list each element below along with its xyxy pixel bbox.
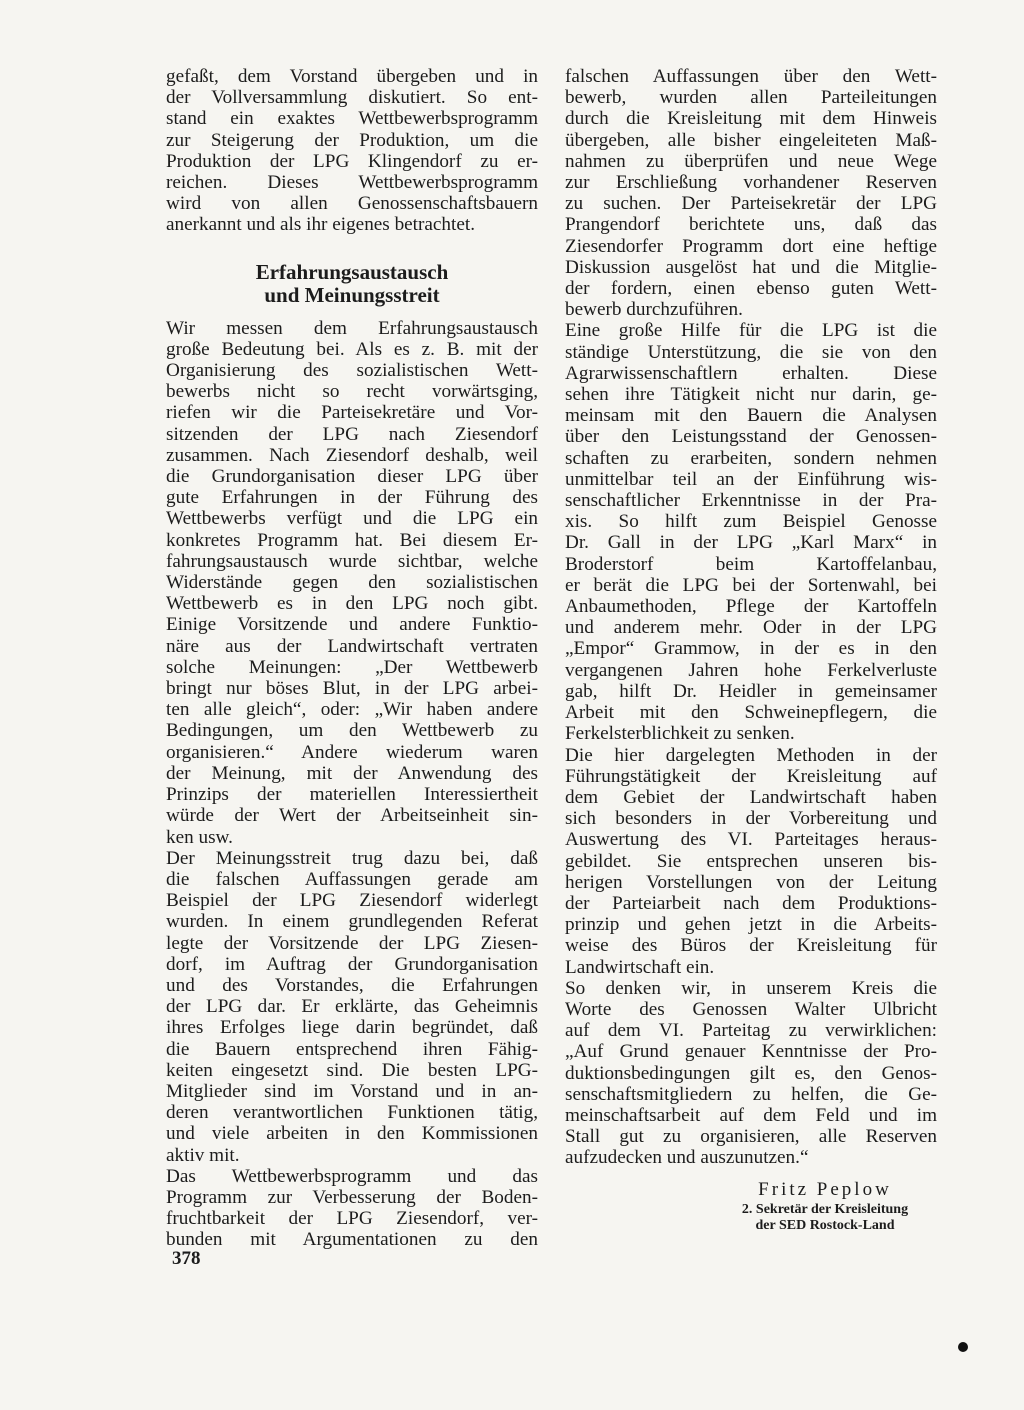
text-line: Bedingungen, um den Wettbewerb zu — [166, 720, 538, 742]
text-line: aktiv mit. — [166, 1144, 240, 1166]
text-line: Wettbewerb es in den LPG noch gibt. — [166, 593, 538, 615]
text-line: und viele arbeiten in den Kommissionen — [166, 1123, 538, 1145]
text-line: Produktion der LPG Klingendorf zu er- — [166, 150, 538, 172]
text-line: konkretes Programm hat. Bei diesem Er- — [166, 529, 538, 551]
text-line: Arbeit mit den Schweinepflegern, die — [565, 702, 937, 724]
text-line: Organisierung des sozialistischen Wett- — [166, 360, 538, 382]
text-line: sehen ihre Tätigkeit nicht nur darin, ge- — [565, 384, 937, 406]
text-line: aufzudecken und auszunutzen.“ — [565, 1147, 809, 1169]
text-line: Führungstätigkeit der Kreisleitung auf — [565, 765, 937, 787]
text-line: falschen Auffassungen über den Wett- — [565, 66, 937, 87]
text-line: die Bauern entsprechend ihren Fähig- — [166, 1038, 538, 1060]
text-line: keiten eingesetzt sind. Die besten LPG- — [166, 1059, 538, 1081]
text-line: gab, hilft Dr. Heidler in gemeinsamer — [565, 680, 937, 702]
text-line: und des Vorstandes, die Erfahrungen — [166, 974, 538, 996]
text-line: bunden mit Argumentationen zu den — [166, 1229, 538, 1251]
text-line: herigen Vorstellungen von der Leitung — [565, 871, 937, 893]
text-line: sitzenden der LPG nach Ziesendorf — [166, 423, 538, 445]
text-line: der Parteiarbeit nach dem Produktions- — [565, 892, 937, 914]
text-line: Programm zur Verbesserung der Boden- — [166, 1186, 538, 1208]
text-line: bewerb, wurden allen Parteileitungen — [565, 87, 937, 109]
author-role: 2. Sekretär der Kreisleitung — [741, 1202, 909, 1217]
text-line: gute Erfahrungen in der Führung des — [166, 487, 538, 509]
text-line: Einige Vorsitzende und andere Funktio- — [166, 614, 538, 636]
text-line: würde der Wert der Arbeitseinheit sin- — [166, 805, 538, 827]
text-line: über den Leistungsstand der Genossen- — [565, 426, 937, 448]
text-line: ihres Erfolges liege darin begründet, daß — [166, 1017, 538, 1039]
text-line: Broderstorf beim Kartoffelanbau, — [565, 553, 937, 575]
text-line: „Empor“ Grammow, in der es in den — [565, 638, 937, 660]
paragraph — [166, 318, 538, 848]
page-number: 378 — [172, 1248, 201, 1269]
text-line: duktionsbedingungen gilt es, den Genos- — [565, 1062, 937, 1084]
text-line: prinzip und gehen jetzt in die Arbeits- — [565, 914, 937, 936]
text-line: legte der Vorsitzende der LPG Ziesen- — [166, 932, 538, 954]
text-line: zur Erschließung vorhandener Reserven — [565, 172, 937, 194]
text-line: auf dem VI. Parteitag zu verwirklichen: — [565, 1020, 937, 1042]
text-line: weise des Büros der Kreisleitung für — [565, 935, 937, 957]
text-line: Die hier dargelegten Methoden in der — [565, 744, 937, 766]
right-column — [565, 66, 937, 1169]
paragraph — [565, 66, 937, 320]
text-line: Ferkelsterblichkeit zu senken. — [565, 723, 795, 745]
text-line: Eine große Hilfe für die LPG ist die — [565, 320, 937, 342]
text-line: der fordern, einen ebenso guten Wett- — [565, 278, 937, 300]
text-line: große Bedeutung bei. Als es z. B. mit der — [166, 338, 538, 360]
text-line: und anderem mehr. Oder in der LPG — [565, 617, 937, 639]
text-line: deren verantwortlichen Funktionen tätig, — [166, 1102, 538, 1124]
text-line: gefaßt, dem Vorstand übergeben und in — [166, 66, 538, 87]
text-line: Landwirtschaft ein. — [565, 956, 715, 978]
text-line: unmittelbar teil an der Einführung wis- — [565, 468, 937, 490]
text-line: zusammen. Nach Ziesendorf deshalb, weil — [166, 444, 538, 466]
text-line: er berät die LPG bei der Sortenwahl, bei — [565, 574, 937, 596]
text-line: die falschen Auffassungen gerade am — [166, 868, 538, 890]
text-line: nahmen zu überprüfen und neue Wege — [565, 150, 937, 172]
text-line: ken usw. — [166, 826, 233, 848]
print-mark — [958, 1342, 968, 1352]
text-line: bringt nur böses Blut, in der LPG arbei- — [166, 678, 538, 700]
paragraph — [166, 848, 538, 1166]
text-line: wird von allen Genossenschaftsbauern — [166, 193, 538, 215]
section-heading: Erfahrungsaustausch und Meinungsstreit — [255, 259, 449, 308]
text-line: Wettbewerbs verfügt und die LPG ein — [166, 508, 538, 530]
text-line: So denken wir, in unserem Kreis die — [565, 977, 937, 999]
text-line: der LPG dar. Er erklärte, das Geheimnis — [166, 996, 538, 1018]
text-line: Der Meinungsstreit trug dazu bei, daß — [166, 847, 538, 869]
text-line: Prangendorf berichtete uns, daß das — [565, 214, 937, 236]
text-line: bewerbs nicht so recht vorwärtsging, — [166, 381, 538, 403]
text-line: meinsam mit den Bauern die Analysen — [565, 405, 937, 427]
text-line: ten alle gleich“, oder: „Wir haben andere — [166, 699, 538, 721]
text-line: xis. So hilft zum Beispiel Genosse — [565, 511, 937, 533]
text-line: stand ein exaktes Wettbewerbsprogramm — [166, 108, 538, 130]
author-name: Fritz Peplow — [758, 1179, 892, 1200]
text-line: Ziesendorfer Programm dort eine heftige — [565, 235, 937, 257]
text-line: „Auf Grund genauer Kenntnisse der Pro- — [565, 1041, 937, 1063]
text-line: Agrarwissenschaftlern erhalten. Diese — [565, 362, 937, 384]
text-line: senschaftlicher Erkenntnisse in der Pra- — [565, 490, 937, 512]
text-line: zu suchen. Der Parteisekretär der LPG — [565, 193, 937, 215]
text-line: Dr. Gall in der LPG „Karl Marx“ in — [565, 532, 937, 554]
left-column — [166, 66, 538, 1251]
text-line: organisieren.“ Andere wiederum waren — [166, 741, 538, 763]
text-line: ständige Unterstützung, die sie von den — [565, 341, 937, 363]
text-line: fahrungsaustausch wurde sichtbar, welche — [166, 550, 538, 572]
text-line: zur Steigerung der Produktion, um die — [166, 129, 538, 151]
author-signature — [690, 1178, 960, 1233]
text-line: schaften zu erarbeiten, sondern nehmen — [565, 447, 937, 469]
text-line: riefen wir die Parteisekretäre und Vor- — [166, 402, 538, 424]
text-line: senschaftsmitgliedern zu helfen, die Ge- — [565, 1083, 937, 1105]
text-line: Diskussion ausgelöst hat und die Mitglie- — [565, 256, 937, 278]
text-line: dorf, im Auftrag der Grundorganisation — [166, 953, 538, 975]
text-line: gebildet. Sie entsprechen unseren bis- — [565, 850, 937, 872]
text-line: der Vollversammlung diskutiert. So ent- — [166, 87, 538, 109]
paragraph — [166, 66, 538, 236]
text-line: Beispiel der LPG Ziesendorf widerlegt — [166, 890, 538, 912]
paragraph — [565, 745, 937, 978]
text-line: Widerstände gegen den sozialistischen — [166, 572, 538, 594]
text-line: bewerb durchzuführen. — [565, 299, 743, 321]
paragraph — [166, 1166, 538, 1251]
paragraph — [565, 978, 937, 1169]
text-line: Wir messen dem Erfahrungsaustausch — [166, 317, 538, 339]
text-line: die Grundorganisation dieser LPG über — [166, 466, 538, 488]
text-line: Prinzips der materiellen Interessiertheit — [166, 784, 538, 806]
author-organization: der SED Rostock-Land — [755, 1217, 895, 1233]
text-line: sich besonders in der Vorbereitung und — [565, 808, 937, 830]
text-line: Auswertung des VI. Parteitages heraus- — [565, 829, 937, 851]
text-line: durch die Kreisleitung mit dem Hinweis — [565, 108, 937, 130]
paragraph — [565, 320, 937, 744]
text-line: übergeben, alle bisher eingeleiteten Maß- — [565, 129, 937, 151]
text-line: meinschaftsarbeit auf dem Feld und im — [565, 1104, 937, 1126]
text-line: Stall gut zu organisieren, alle Reserven — [565, 1126, 937, 1148]
text-line: Anbaumethoden, Pflege der Kartoffeln — [565, 596, 937, 618]
text-line: vergangenen Jahren hohe Ferkelverluste — [565, 659, 937, 681]
text-line: Das Wettbewerbsprogramm und das — [166, 1165, 538, 1187]
text-line: Worte des Genossen Walter Ulbricht — [565, 998, 937, 1020]
text-line: anerkannt und als ihr eigenes betrachtet. — [166, 214, 476, 236]
text-line: dem Gebiet der Landwirtschaft haben — [565, 786, 937, 808]
text-line: solche Meinungen: „Der Wettbewerb — [166, 656, 538, 678]
text-line: fruchtbarkeit der LPG Ziesendorf, ver- — [166, 1208, 538, 1230]
text-line: wurden. In einem grundlegenden Referat — [166, 911, 538, 933]
text-line: der Meinung, mit der Anwendung des — [166, 762, 538, 784]
text-line: näre aus der Landwirtschaft vertraten — [166, 635, 538, 657]
text-line: Mitglieder sind im Vorstand und in an- — [166, 1080, 538, 1102]
text-line: reichen. Dieses Wettbewerbsprogramm — [166, 172, 538, 194]
